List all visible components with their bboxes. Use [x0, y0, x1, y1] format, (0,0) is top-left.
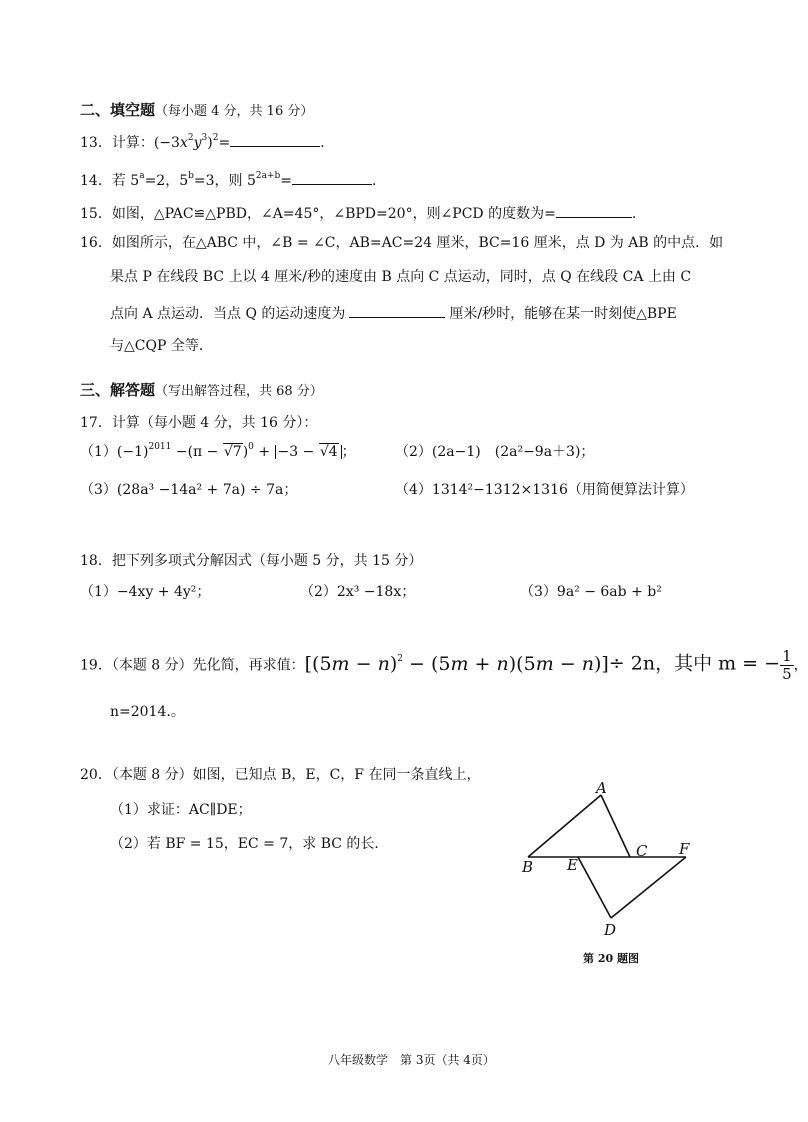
question-19-line-2: n=2014.。 — [110, 704, 185, 720]
question-text: 19．（本题 8 分）先化简，再求值： — [80, 657, 305, 674]
question-number: 15． — [80, 206, 112, 222]
question-17-heading: 17．计算（每小题 4 分，共 16 分）： — [80, 415, 318, 431]
question-18-part-2: （2）2x³ −18x； — [300, 584, 416, 600]
segment-ed — [578, 857, 611, 918]
question-18-part-3: （3）9a² − 6ab + b² — [520, 584, 662, 600]
question-20-part-2: （2）若 BF = 15，EC = 7，求 BC 的长． — [110, 836, 389, 852]
label-c: C — [636, 842, 648, 860]
math-expression: 1314²−1312×1316（用简便算法计算） — [431, 482, 694, 498]
question-16-line-4: 与△CQP 全等． — [110, 338, 213, 354]
label-e: E — [567, 856, 578, 874]
math-expression: (2a−1) (2a²−9a＋3)； — [431, 444, 595, 460]
question-17-part-4: （4）1314²−1312×1316（用简便算法计算） — [395, 482, 694, 498]
math-expression: $(-3x^2y^3)^2$ — [153, 133, 219, 151]
question-17-part-3: （3）(28a³ −14a² + 7a) ÷ 7a； — [80, 482, 298, 498]
section-note: （每小题 4 分，共 16 分） — [155, 104, 314, 119]
figure-caption: 第 20 题图 — [583, 952, 639, 965]
segment-ab — [528, 795, 601, 857]
question-17-part-2: （2）(2a−1) (2a²−9a＋3)； — [395, 444, 595, 460]
question-text: 计算： — [111, 135, 154, 151]
section-note: （写出解答过程，共 68 分） — [155, 384, 323, 399]
segment-ac — [601, 795, 630, 857]
question-16-line-3: 点向 A 点运动．当点 Q 的运动速度为 厘米/秒时，能够在某一时刻使△BPE — [110, 303, 677, 323]
question-20-heading: 20．（本题 8 分）如图，已知点 B，E，C，F 在同一条直线上， — [80, 767, 481, 783]
section-title: 二、填空题 — [80, 101, 156, 119]
question-text: 如图，△PAC≌△PBD，∠A=45°，∠BPD=20°，则∠PCD 的度数为= — [111, 206, 556, 222]
question-16-line-1: 16．如图所示，在△ABC 中，∠B = ∠C，AB=AC=24 厘米，BC=16 厘米，点 D 为 AB 的中点．如 — [80, 235, 724, 251]
label-f: F — [679, 840, 690, 858]
question-18-heading: 18．把下列多项式分解因式（每小题 5 分，共 15 分） — [80, 553, 423, 569]
question-18-part-1: （1）−4xy + 4y²； — [80, 584, 211, 600]
label-d: D — [604, 921, 617, 939]
section-title: 三、解答题 — [80, 381, 156, 399]
question-20-part-1: （1）求证：AC∥DE； — [110, 802, 252, 818]
question-16-line-2: 果点 P 在线段 BC 上以 4 厘米/秒的速度由 B 点向 C 点运动，同时，点 Q 在线段 CA 上由 C — [110, 269, 692, 285]
question-14: 14．若 $5^a=2$，$5^b=3$，则 $5^{2a+b}=$ . — [80, 171, 377, 189]
math-expression: $(-1)^{2011} -(\pi - √7)^0 + -3 - √4$ — [117, 444, 342, 460]
question-15: 15．如图，△PAC≌△PBD，∠A=45°，∠BPD=20°，则∠PCD 的度数为= . — [80, 203, 636, 223]
math-expression: $[(5m - n)^2 - (5m + n)(5m - n)]$ — [304, 652, 609, 675]
question-number: 14． — [80, 173, 112, 189]
question-19: 19．（本题 8 分）先化简，再求值：$[(5m - n)^2 - (5m + n)(5m - n)]\div 2n$，其中 m = − $\frac{1}{5}$ ， — [80, 647, 808, 683]
label-b: B — [522, 858, 534, 876]
label-a: A — [596, 779, 607, 797]
question-number: 13． — [80, 135, 112, 151]
question-17-part-1: $(1)(-1)^{2011} -(\pi - √7)^0 + -3 - √4$ ； — [80, 442, 356, 460]
page-footer: 八年级数学 第 3页（共 4页） — [328, 1053, 495, 1067]
question-13: 13．计算：$(-3x^2y^3)^2=$ . — [80, 133, 325, 151]
fraction: $\frac{1}{5}$ — [782, 647, 792, 683]
segment-df — [611, 857, 686, 918]
math-expression: (28a³ −14a² + 7a) ÷ 7a； — [116, 482, 298, 498]
question-number: 16． — [80, 235, 112, 251]
